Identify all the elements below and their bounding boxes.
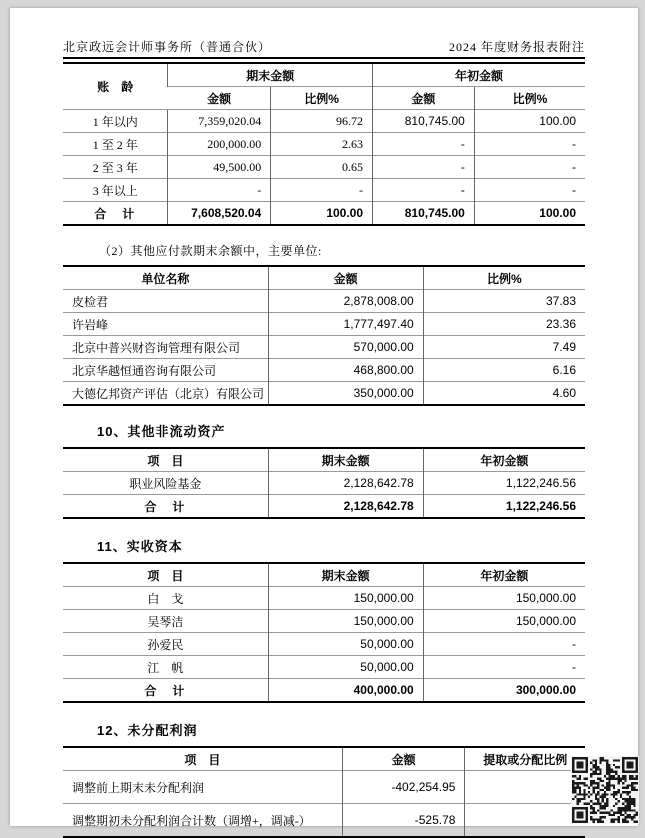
table-row — [63, 313, 585, 336]
col-header-amount: 金额 — [268, 266, 423, 290]
item-label: 调整期初未分配利润合计数（调增+，调减-） — [63, 804, 342, 838]
begin-amount: - — [373, 156, 475, 179]
total-begin-ratio: 100.00 — [474, 202, 585, 226]
table-header-row — [63, 266, 585, 290]
table-row — [63, 133, 585, 156]
firm-name: 北京政远会计师事务所（普通合伙） — [63, 40, 272, 54]
other-payables-table — [63, 265, 585, 406]
table-total-row — [63, 495, 585, 519]
begin-ratio: - — [474, 133, 585, 156]
total-end-amount: 2,128,642.78 — [268, 495, 423, 519]
amount: 570,000.00 — [268, 336, 423, 359]
document-header — [63, 38, 585, 59]
begin-ratio: 100.00 — [474, 110, 585, 133]
col-header-amount: 金额 — [168, 87, 271, 110]
begin-amount: 810,745.00 — [373, 110, 475, 133]
col-header-item: 项 目 — [147, 568, 184, 583]
document-content — [10, 8, 638, 838]
begin-ratio: - — [474, 156, 585, 179]
table-row — [63, 804, 585, 838]
begin-amount: - — [423, 656, 585, 679]
aging-label: 2 至 3 年 — [63, 156, 168, 179]
col-header-item: 项 目 — [184, 752, 221, 767]
unit-name: 北京中普兴财咨询管理有限公司 — [63, 336, 268, 359]
ratio: 4.60 — [423, 382, 585, 406]
total-begin-amount: 300,000.00 — [423, 679, 585, 703]
table-header-row — [63, 563, 585, 587]
total-label: 合 计 — [63, 202, 168, 226]
end-amount: 200,000.00 — [168, 133, 271, 156]
qr-code-icon — [572, 757, 638, 823]
total-label: 合 计 — [63, 495, 268, 519]
partner-name: 白 戈 — [63, 587, 268, 610]
col-header-amount: 金额 — [373, 87, 475, 110]
begin-amount: - — [373, 179, 475, 202]
amount: -402,254.95 — [342, 771, 465, 804]
item-label: 职业风险基金 — [63, 472, 268, 495]
total-end-amount: 400,000.00 — [268, 679, 423, 703]
aging-label: 1 至 2 年 — [63, 133, 168, 156]
ratio: 6.16 — [423, 359, 585, 382]
col-header-period-end: 期末金额 — [268, 448, 423, 472]
table-row — [63, 290, 585, 313]
end-amount: 50,000.00 — [268, 633, 423, 656]
col-header-period-end-group: 期末金额 — [168, 63, 373, 87]
begin-amount: 150,000.00 — [423, 587, 585, 610]
paid-in-capital-table — [63, 562, 585, 703]
unit-name: 许岩峰 — [63, 313, 268, 336]
table-row — [63, 179, 585, 202]
begin-amount: 1,122,246.56 — [423, 472, 585, 495]
table-row — [63, 110, 585, 133]
amount: 1,777,497.40 — [268, 313, 423, 336]
table-row — [63, 359, 585, 382]
table-row — [63, 336, 585, 359]
col-header-aging: 账 龄 — [97, 80, 134, 94]
partner-name: 吴琴洁 — [63, 610, 268, 633]
end-amount: 150,000.00 — [268, 587, 423, 610]
total-end-amount: 7,608,520.04 — [168, 202, 271, 226]
begin-amount: 150,000.00 — [423, 610, 585, 633]
table-total-row — [63, 202, 585, 226]
aging-analysis-table — [63, 62, 585, 226]
total-begin-amount: 810,745.00 — [373, 202, 475, 226]
total-begin-amount: 1,122,246.56 — [423, 495, 585, 519]
table-row — [63, 587, 585, 610]
end-amount: 49,500.00 — [168, 156, 271, 179]
qr-code-stamp — [571, 756, 639, 824]
table-row — [63, 382, 585, 406]
col-header-draw-ratio: 提取或分配比例 — [465, 747, 585, 771]
partner-name: 孙爱民 — [63, 633, 268, 656]
section-title-undistributed-profit: 12、未分配利润 — [97, 723, 198, 738]
table-row — [63, 633, 585, 656]
end-amount: 150,000.00 — [268, 610, 423, 633]
table-row — [63, 771, 585, 804]
table-header-row — [63, 63, 585, 87]
unit-name: 大德亿邦资产评估（北京）有限公司 — [63, 382, 268, 406]
begin-ratio: - — [474, 179, 585, 202]
draw-ratio — [465, 804, 585, 838]
table-row — [63, 610, 585, 633]
col-header-ratio: 比例% — [271, 87, 373, 110]
end-amount: - — [168, 179, 271, 202]
col-header-year-begin: 年初金额 — [423, 563, 585, 587]
col-header-period-end: 期末金额 — [268, 563, 423, 587]
total-label: 合 计 — [63, 679, 268, 703]
end-ratio: 96.72 — [271, 110, 373, 133]
end-ratio: 2.63 — [271, 133, 373, 156]
amount: -525.78 — [342, 804, 465, 838]
ratio: 23.36 — [423, 313, 585, 336]
aging-label: 1 年以内 — [63, 110, 168, 133]
col-header-year-begin: 年初金额 — [423, 448, 585, 472]
table-row — [63, 156, 585, 179]
amount: 468,800.00 — [268, 359, 423, 382]
table-header-row — [63, 747, 585, 771]
ratio: 7.49 — [423, 336, 585, 359]
amount: 2,878,008.00 — [268, 290, 423, 313]
table-row — [63, 656, 585, 679]
begin-amount: - — [373, 133, 475, 156]
col-header-ratio: 比例% — [474, 87, 585, 110]
unit-name: 皮检君 — [63, 290, 268, 313]
partner-name: 江 帆 — [63, 656, 268, 679]
col-header-item: 项 目 — [147, 453, 184, 468]
amount: 350,000.00 — [268, 382, 423, 406]
other-payables-intro: （2）其他应付款期末余额中，主要单位: — [99, 244, 322, 258]
col-header-amount: 金额 — [342, 747, 465, 771]
col-header-year-begin-group: 年初金额 — [373, 63, 585, 87]
end-amount: 50,000.00 — [268, 656, 423, 679]
total-end-ratio: 100.00 — [271, 202, 373, 226]
other-noncurrent-assets-table — [63, 447, 585, 519]
table-header-row — [63, 448, 585, 472]
end-ratio: 0.65 — [271, 156, 373, 179]
unit-name: 北京华越恒通咨询有限公司 — [63, 359, 268, 382]
end-amount: 2,128,642.78 — [268, 472, 423, 495]
undistributed-profit-table — [63, 746, 585, 838]
report-title: 2024 年度财务报表附注 — [448, 40, 585, 54]
end-ratio: - — [271, 179, 373, 202]
draw-ratio — [465, 771, 585, 804]
end-amount: 7,359,020.04 — [168, 110, 271, 133]
section-title-other-noncurrent-assets: 10、其他非流动资产 — [97, 424, 226, 439]
aging-label: 3 年以上 — [63, 179, 168, 202]
col-header-ratio: 比例% — [423, 266, 585, 290]
document-page — [10, 8, 638, 826]
item-label: 调整前上期末未分配利润 — [63, 771, 342, 804]
ratio: 37.83 — [423, 290, 585, 313]
col-header-unit-name: 单位名称 — [141, 271, 190, 286]
begin-amount: - — [423, 633, 585, 656]
table-row — [63, 472, 585, 495]
table-total-row — [63, 679, 585, 703]
section-title-paid-in-capital: 11、实收资本 — [97, 539, 183, 554]
